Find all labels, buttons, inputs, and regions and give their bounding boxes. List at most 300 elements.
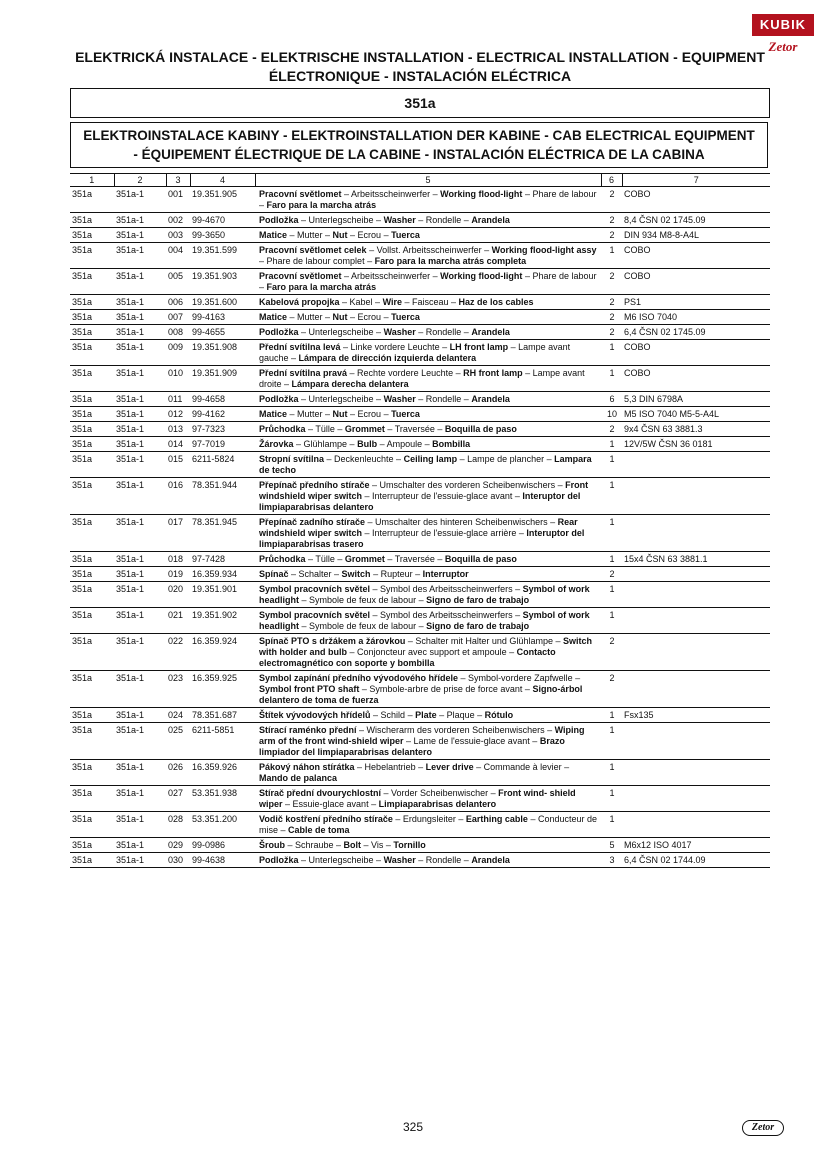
description-spanish: Faro para la marcha atrás completa bbox=[374, 256, 527, 266]
description-german: – Vollst. Arbeitsscheinwerfer – bbox=[366, 245, 492, 255]
description-cell bbox=[255, 608, 601, 634]
table-header-row bbox=[70, 174, 770, 187]
description-french: – Symbole de feux de labour – bbox=[299, 595, 427, 605]
description-german: – Deckenleuchte – bbox=[324, 454, 404, 464]
position-cell: 019 bbox=[166, 567, 190, 582]
description-spanish: Boquilla de paso bbox=[444, 424, 517, 434]
part-number-cell: 16.359.934 bbox=[190, 567, 255, 582]
group-cell: 351a-1 bbox=[114, 853, 166, 868]
reference-cell: 5,3 DIN 6798A bbox=[622, 392, 770, 407]
description-cell bbox=[255, 812, 601, 838]
quantity-cell: 6 bbox=[601, 392, 622, 407]
quantity-cell: 1 bbox=[601, 552, 622, 567]
group-cell: 351a-1 bbox=[114, 392, 166, 407]
description-czech: Spínač bbox=[259, 569, 289, 579]
description-cell bbox=[255, 310, 601, 325]
section-cell: 351a bbox=[70, 295, 114, 310]
description-french: – Faisceau – bbox=[402, 297, 459, 307]
part-number-cell: 19.351.908 bbox=[190, 340, 255, 366]
section-cell: 351a bbox=[70, 422, 114, 437]
description-german: – Unterlegscheibe – bbox=[298, 394, 384, 404]
description-german: – Arbeitsscheinwerfer – bbox=[341, 271, 441, 281]
description-german: – Vorder Scheibenwischer – bbox=[381, 788, 499, 798]
description-english: Front wind- shield wiper bbox=[259, 788, 576, 809]
page-title bbox=[60, 48, 780, 86]
quantity-cell: 1 bbox=[601, 708, 622, 723]
description-german: – Mutter – bbox=[287, 230, 333, 240]
description-czech: Pracovní světlomet celek bbox=[259, 245, 367, 255]
parts-table bbox=[70, 173, 770, 868]
section-cell: 351a bbox=[70, 812, 114, 838]
description-english: Switch bbox=[341, 569, 371, 579]
quantity-cell: 2 bbox=[601, 295, 622, 310]
section-subtitle-line1: ELEKTROINSTALACE KABINY - ELEKTROINSTALLATION DER KABINE - CAB ELECTRICAL EQUIPMENT bbox=[83, 128, 755, 143]
quantity-cell: 1 bbox=[601, 478, 622, 515]
reference-cell bbox=[622, 515, 770, 552]
table-row bbox=[70, 671, 770, 708]
description-czech: Přední svítilna levá bbox=[259, 342, 341, 352]
quantity-cell: 2 bbox=[601, 228, 622, 243]
description-spanish: Signo de faro de trabajo bbox=[426, 621, 530, 631]
column-header: 1 bbox=[70, 174, 114, 187]
description-english: Wire bbox=[382, 297, 402, 307]
description-french: – Interrupteur de l'essuie-glace arrière – bbox=[362, 528, 527, 538]
part-number-cell: 99-4655 bbox=[190, 325, 255, 340]
section-cell: 351a bbox=[70, 708, 114, 723]
section-cell: 351a bbox=[70, 228, 114, 243]
description-german: – Rechte vordere Leuchte – bbox=[347, 368, 464, 378]
reference-cell bbox=[622, 452, 770, 478]
table-row bbox=[70, 552, 770, 567]
position-cell: 010 bbox=[166, 366, 190, 392]
kubik-logo-text: KUBIK bbox=[752, 14, 814, 36]
table-row bbox=[70, 310, 770, 325]
section-cell: 351a bbox=[70, 552, 114, 567]
position-cell: 023 bbox=[166, 671, 190, 708]
quantity-cell: 2 bbox=[601, 567, 622, 582]
description-czech: Pracovní světlomet bbox=[259, 271, 342, 281]
group-cell: 351a-1 bbox=[114, 567, 166, 582]
description-french: – Conjoncteur avec support et ampoule – bbox=[347, 647, 517, 657]
section-cell: 351a bbox=[70, 786, 114, 812]
description-czech: Průchodka bbox=[259, 424, 306, 434]
reference-cell bbox=[622, 671, 770, 708]
section-cell: 351a bbox=[70, 671, 114, 708]
group-cell: 351a-1 bbox=[114, 552, 166, 567]
quantity-cell: 3 bbox=[601, 853, 622, 868]
table-row bbox=[70, 786, 770, 812]
description-english: Working flood-light bbox=[440, 271, 523, 281]
position-cell: 014 bbox=[166, 437, 190, 452]
description-czech: Podložka bbox=[259, 215, 299, 225]
description-german: – Wischerarm des vorderen Scheibenwischers – bbox=[356, 725, 555, 735]
table-row bbox=[70, 723, 770, 760]
description-czech: Spínač PTO s držákem a žárovkou bbox=[259, 636, 406, 646]
description-french: – Ecrou – bbox=[347, 230, 392, 240]
description-spanish: Haz de los cables bbox=[458, 297, 534, 307]
description-cell bbox=[255, 269, 601, 295]
section-subtitle bbox=[70, 122, 768, 168]
description-czech: Stírací raménko přední bbox=[259, 725, 357, 735]
description-german: – Symbol-vordere Zapfwelle – bbox=[458, 673, 581, 683]
group-cell: 351a-1 bbox=[114, 340, 166, 366]
description-french: – Rondelle – bbox=[415, 394, 472, 404]
table-row bbox=[70, 392, 770, 407]
table-row bbox=[70, 422, 770, 437]
quantity-cell: 2 bbox=[601, 634, 622, 671]
description-spanish: Faro para la marcha atrás bbox=[266, 200, 377, 210]
description-spanish: Arandela bbox=[471, 327, 510, 337]
description-cell bbox=[255, 452, 601, 478]
description-french: – Traversée – bbox=[384, 554, 445, 564]
description-german: – Umschalter des hinteren Scheibenwischers – bbox=[365, 517, 558, 527]
description-english: Bulb bbox=[357, 439, 378, 449]
description-spanish: Faro para la marcha atrás bbox=[266, 282, 377, 292]
quantity-cell: 2 bbox=[601, 671, 622, 708]
description-french: – Commande à levier – bbox=[473, 762, 570, 772]
table-row bbox=[70, 366, 770, 392]
column-header: 6 bbox=[601, 174, 622, 187]
table-row bbox=[70, 608, 770, 634]
position-cell: 006 bbox=[166, 295, 190, 310]
section-cell: 351a bbox=[70, 366, 114, 392]
description-english: Lever drive bbox=[425, 762, 474, 772]
description-french: – Lame de l'essuie-glace avant – bbox=[403, 736, 540, 746]
quantity-cell: 5 bbox=[601, 838, 622, 853]
description-english: Nut bbox=[332, 230, 348, 240]
description-cell bbox=[255, 213, 601, 228]
description-french: – Lampe avant droite – bbox=[259, 368, 585, 389]
position-cell: 028 bbox=[166, 812, 190, 838]
section-subtitle-line2: - ÉQUIPEMENT ÉLECTRIQUE DE LA CABINE - INSTALACIÓN ELÉCTRICA DE LA CABINA bbox=[133, 147, 705, 162]
group-cell: 351a-1 bbox=[114, 723, 166, 760]
description-cell bbox=[255, 407, 601, 422]
quantity-cell: 2 bbox=[601, 310, 622, 325]
part-number-cell: 97-7019 bbox=[190, 437, 255, 452]
part-number-cell: 99-4670 bbox=[190, 213, 255, 228]
part-number-cell: 78.351.687 bbox=[190, 708, 255, 723]
description-french: – Ecrou – bbox=[347, 409, 392, 419]
description-english: Plate bbox=[415, 710, 437, 720]
description-spanish: Arandela bbox=[471, 215, 510, 225]
position-cell: 017 bbox=[166, 515, 190, 552]
part-number-cell: 99-4163 bbox=[190, 310, 255, 325]
quantity-cell: 1 bbox=[601, 437, 622, 452]
position-cell: 021 bbox=[166, 608, 190, 634]
section-cell: 351a bbox=[70, 437, 114, 452]
description-german: – Unterlegscheibe – bbox=[298, 215, 384, 225]
part-number-cell: 19.351.600 bbox=[190, 295, 255, 310]
reference-cell bbox=[622, 634, 770, 671]
part-number-cell: 99-4162 bbox=[190, 407, 255, 422]
description-english: Working flood-light bbox=[440, 189, 523, 199]
table-row bbox=[70, 295, 770, 310]
description-czech: Matice bbox=[259, 230, 288, 240]
description-german: – Unterlegscheibe – bbox=[298, 327, 384, 337]
part-number-cell: 16.359.926 bbox=[190, 760, 255, 786]
column-header: 7 bbox=[622, 174, 770, 187]
description-french: – Phare de labour – bbox=[259, 189, 597, 210]
group-cell: 351a-1 bbox=[114, 838, 166, 853]
description-spanish: Tuerca bbox=[391, 409, 420, 419]
page-title-line2: ÉLECTRONIQUE - INSTALACIÓN ELÉCTRICA bbox=[268, 68, 572, 84]
group-cell: 351a-1 bbox=[114, 269, 166, 295]
reference-cell: M6x12 ISO 4017 bbox=[622, 838, 770, 853]
description-cell bbox=[255, 671, 601, 708]
column-header: 5 bbox=[255, 174, 601, 187]
zetor-logo-text: Zetor bbox=[768, 39, 798, 54]
description-czech: Šroub bbox=[259, 840, 285, 850]
description-czech: Žárovka bbox=[259, 439, 294, 449]
reference-cell: COBO bbox=[622, 269, 770, 295]
quantity-cell: 1 bbox=[601, 582, 622, 608]
description-english: Nut bbox=[332, 312, 348, 322]
section-cell: 351a bbox=[70, 452, 114, 478]
reference-cell: M5 ISO 7040 M5-5-A4L bbox=[622, 407, 770, 422]
group-cell: 351a-1 bbox=[114, 786, 166, 812]
description-czech: Pracovní světlomet bbox=[259, 189, 342, 199]
description-cell bbox=[255, 515, 601, 552]
section-cell: 351a bbox=[70, 243, 114, 269]
group-cell: 351a-1 bbox=[114, 228, 166, 243]
description-spanish: Interuptor del limpiaparabrisas delantero bbox=[259, 491, 581, 512]
description-czech: Podložka bbox=[259, 394, 299, 404]
description-english: Grommet bbox=[344, 554, 385, 564]
description-czech: Symbol zapínání předního vývodového hřídele bbox=[259, 673, 459, 683]
description-german: – Hebelantrieb – bbox=[354, 762, 426, 772]
description-spanish: Lámpara de dirección izquierda delantera bbox=[298, 353, 477, 363]
group-cell: 351a-1 bbox=[114, 366, 166, 392]
part-number-cell: 97-7428 bbox=[190, 552, 255, 567]
reference-cell bbox=[622, 723, 770, 760]
description-german: – Erdungsleiter – bbox=[392, 814, 466, 824]
part-number-cell: 97-7323 bbox=[190, 422, 255, 437]
quantity-cell: 1 bbox=[601, 786, 622, 812]
group-cell: 351a-1 bbox=[114, 243, 166, 269]
section-cell: 351a bbox=[70, 325, 114, 340]
quantity-cell: 1 bbox=[601, 760, 622, 786]
group-cell: 351a-1 bbox=[114, 608, 166, 634]
description-czech: Matice bbox=[259, 409, 288, 419]
description-czech: Přepínač zadního stírače bbox=[259, 517, 366, 527]
position-cell: 016 bbox=[166, 478, 190, 515]
position-cell: 022 bbox=[166, 634, 190, 671]
group-cell: 351a-1 bbox=[114, 760, 166, 786]
position-cell: 020 bbox=[166, 582, 190, 608]
table-row bbox=[70, 838, 770, 853]
description-english: Ceiling lamp bbox=[403, 454, 458, 464]
description-german: – Tülle – bbox=[305, 554, 345, 564]
quantity-cell: 1 bbox=[601, 515, 622, 552]
reference-cell: PS1 bbox=[622, 295, 770, 310]
table-row bbox=[70, 812, 770, 838]
part-number-cell: 6211-5824 bbox=[190, 452, 255, 478]
section-cell: 351a bbox=[70, 515, 114, 552]
table-row bbox=[70, 853, 770, 868]
quantity-cell: 1 bbox=[601, 812, 622, 838]
description-spanish: Lampara de techo bbox=[259, 454, 592, 475]
table-row bbox=[70, 325, 770, 340]
description-czech: Podložka bbox=[259, 855, 299, 865]
part-number-cell: 16.359.925 bbox=[190, 671, 255, 708]
group-cell: 351a-1 bbox=[114, 187, 166, 213]
table-row bbox=[70, 515, 770, 552]
group-cell: 351a-1 bbox=[114, 213, 166, 228]
description-czech: Matice bbox=[259, 312, 288, 322]
description-spanish: Bombilla bbox=[432, 439, 471, 449]
part-number-cell: 99-4638 bbox=[190, 853, 255, 868]
part-number-cell: 99-0986 bbox=[190, 838, 255, 853]
position-cell: 004 bbox=[166, 243, 190, 269]
description-german: – Schalter – bbox=[288, 569, 342, 579]
description-spanish: Lámpara derecha delantera bbox=[291, 379, 409, 389]
quantity-cell: 1 bbox=[601, 608, 622, 634]
description-english: Symbol front PTO shaft bbox=[259, 684, 360, 694]
position-cell: 030 bbox=[166, 853, 190, 868]
part-number-cell: 78.351.945 bbox=[190, 515, 255, 552]
description-german: – Schraube – bbox=[285, 840, 344, 850]
reference-cell: Fsx135 bbox=[622, 708, 770, 723]
position-cell: 029 bbox=[166, 838, 190, 853]
description-spanish: Tuerca bbox=[391, 312, 420, 322]
description-spanish: Boquilla de paso bbox=[444, 554, 517, 564]
part-number-cell: 6211-5851 bbox=[190, 723, 255, 760]
description-cell bbox=[255, 478, 601, 515]
table-row bbox=[70, 478, 770, 515]
table-row bbox=[70, 407, 770, 422]
description-czech: Kabelová propojka bbox=[259, 297, 340, 307]
part-number-cell: 16.359.924 bbox=[190, 634, 255, 671]
section-cell: 351a bbox=[70, 187, 114, 213]
section-cell: 351a bbox=[70, 608, 114, 634]
section-cell: 351a bbox=[70, 760, 114, 786]
quantity-cell: 2 bbox=[601, 325, 622, 340]
description-czech: Vodič kostření předního stírače bbox=[259, 814, 393, 824]
description-english: Washer bbox=[383, 855, 416, 865]
description-german: – Glühlampe – bbox=[293, 439, 358, 449]
description-german: – Unterlegscheibe – bbox=[298, 855, 384, 865]
description-german: – Linke vordere Leuchte – bbox=[340, 342, 450, 352]
description-czech: Symbol pracovních světel bbox=[259, 584, 371, 594]
description-english: Washer bbox=[383, 215, 416, 225]
description-french: – Plaque – bbox=[436, 710, 485, 720]
description-english: LH front lamp bbox=[449, 342, 509, 352]
description-czech: Stírač přední dvourychlostní bbox=[259, 788, 382, 798]
position-cell: 027 bbox=[166, 786, 190, 812]
reference-cell: 9x4 ČSN 63 3881.3 bbox=[622, 422, 770, 437]
section-cell: 351a bbox=[70, 340, 114, 366]
table-row bbox=[70, 213, 770, 228]
position-cell: 025 bbox=[166, 723, 190, 760]
description-french: – Lampe avant gauche – bbox=[259, 342, 571, 363]
description-cell bbox=[255, 392, 601, 407]
quantity-cell: 1 bbox=[601, 366, 622, 392]
description-cell bbox=[255, 853, 601, 868]
description-english: Working flood-light assy bbox=[491, 245, 597, 255]
description-english: Earthing cable bbox=[465, 814, 528, 824]
section-cell: 351a bbox=[70, 478, 114, 515]
position-cell: 003 bbox=[166, 228, 190, 243]
section-cell: 351a bbox=[70, 407, 114, 422]
description-english: Symbol of work headlight bbox=[259, 584, 590, 605]
quantity-cell: 2 bbox=[601, 213, 622, 228]
reference-cell bbox=[622, 812, 770, 838]
description-german: – Schalter mit Halter und Glühlampe – bbox=[405, 636, 563, 646]
part-number-cell: 53.351.938 bbox=[190, 786, 255, 812]
description-cell bbox=[255, 295, 601, 310]
description-czech: Podložka bbox=[259, 327, 299, 337]
description-czech: Pákový náhon stírátka bbox=[259, 762, 355, 772]
reference-cell: 6,4 ČSN 02 1744.09 bbox=[622, 853, 770, 868]
footer-zetor-logo: Zetor bbox=[742, 1120, 784, 1136]
description-german: – Kabel – bbox=[339, 297, 383, 307]
description-spanish: Tornillo bbox=[393, 840, 426, 850]
position-cell: 005 bbox=[166, 269, 190, 295]
table-row bbox=[70, 582, 770, 608]
description-czech: Přepínač předního stírače bbox=[259, 480, 370, 490]
description-cell bbox=[255, 422, 601, 437]
column-header: 2 bbox=[114, 174, 166, 187]
position-cell: 012 bbox=[166, 407, 190, 422]
description-spanish: Brazo limpiador del limpiaparabrisas delantero bbox=[259, 736, 565, 757]
part-number-cell: 99-4658 bbox=[190, 392, 255, 407]
description-spanish: Interuptor del limpiaparabrisas trasero bbox=[259, 528, 585, 549]
position-cell: 011 bbox=[166, 392, 190, 407]
description-english: Wiping arm of the front wind-shield wiper bbox=[259, 725, 585, 746]
description-czech: Průchodka bbox=[259, 554, 306, 564]
description-french: – Vis – bbox=[361, 840, 394, 850]
description-french: – Ampoule – bbox=[377, 439, 433, 449]
quantity-cell: 2 bbox=[601, 422, 622, 437]
description-german: – Mutter – bbox=[287, 312, 333, 322]
description-french: – Essuie-glace avant – bbox=[282, 799, 379, 809]
description-english: Symbol of work headlight bbox=[259, 610, 590, 631]
position-cell: 002 bbox=[166, 213, 190, 228]
description-english: Grommet bbox=[344, 424, 385, 434]
description-french: – Traversée – bbox=[384, 424, 445, 434]
reference-cell bbox=[622, 760, 770, 786]
section-cell: 351a bbox=[70, 838, 114, 853]
description-english: Washer bbox=[383, 327, 416, 337]
description-cell bbox=[255, 634, 601, 671]
table-row bbox=[70, 437, 770, 452]
description-cell bbox=[255, 567, 601, 582]
description-cell bbox=[255, 187, 601, 213]
description-french: – Rondelle – bbox=[415, 215, 472, 225]
reference-cell: COBO bbox=[622, 340, 770, 366]
description-french: – Symbole de feux de labour – bbox=[299, 621, 427, 631]
description-cell bbox=[255, 340, 601, 366]
position-cell: 018 bbox=[166, 552, 190, 567]
reference-cell: 12V/5W ČSN 36 0181 bbox=[622, 437, 770, 452]
reference-cell bbox=[622, 786, 770, 812]
part-number-cell: 53.351.200 bbox=[190, 812, 255, 838]
group-cell: 351a-1 bbox=[114, 452, 166, 478]
description-german: – Umschalter des vorderen Scheibenwischers – bbox=[369, 480, 566, 490]
reference-cell: COBO bbox=[622, 366, 770, 392]
reference-cell bbox=[622, 478, 770, 515]
position-cell: 008 bbox=[166, 325, 190, 340]
description-french: – Ecrou – bbox=[347, 312, 392, 322]
description-spanish: Arandela bbox=[471, 855, 510, 865]
group-cell: 351a-1 bbox=[114, 310, 166, 325]
description-german: – Mutter – bbox=[287, 409, 333, 419]
description-spanish: Tuerca bbox=[391, 230, 420, 240]
description-spanish: Rótulo bbox=[484, 710, 514, 720]
group-cell: 351a-1 bbox=[114, 634, 166, 671]
description-german: – Tülle – bbox=[305, 424, 345, 434]
section-cell: 351a bbox=[70, 213, 114, 228]
